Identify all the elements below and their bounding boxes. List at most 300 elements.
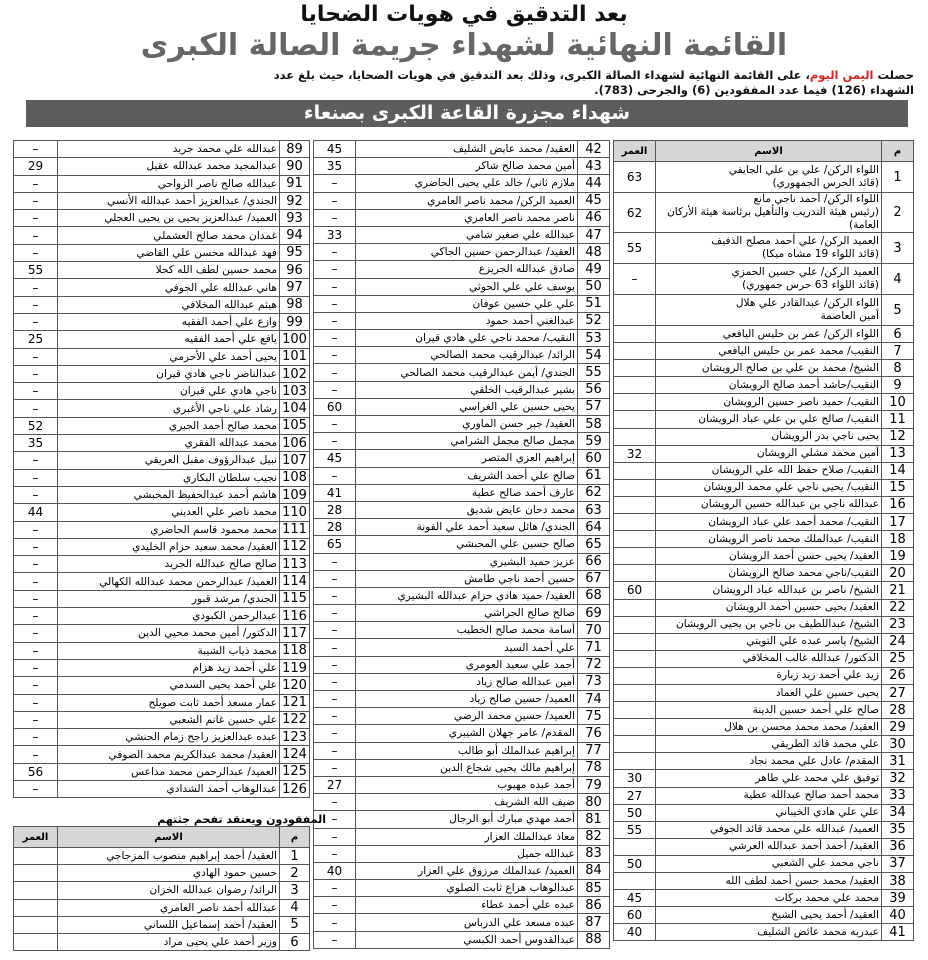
row-name bbox=[656, 736, 882, 753]
row-number: 52 bbox=[578, 312, 610, 329]
row-number: 71 bbox=[578, 639, 610, 656]
row-name: العقيد/ محمد سعيد حزام الخليدي bbox=[58, 538, 280, 555]
table-row bbox=[14, 608, 310, 625]
brand-logo: اليمن اليوم bbox=[809, 68, 874, 82]
table-row bbox=[14, 469, 310, 486]
row-name: محمد حسين لطف الله كحلا bbox=[58, 262, 280, 279]
row-name: هاني عبدالله علي الجوفي bbox=[58, 279, 280, 296]
table-row bbox=[614, 531, 914, 548]
row-age: 50 bbox=[614, 855, 656, 872]
row-number: 67 bbox=[578, 570, 610, 587]
table-row bbox=[14, 435, 310, 452]
row-name bbox=[656, 411, 882, 428]
row-age: – bbox=[314, 725, 356, 742]
row-age: 33 bbox=[314, 226, 356, 243]
table-row bbox=[14, 141, 310, 158]
row-name: العقيد/ محمد عايض الشليف bbox=[356, 141, 578, 158]
row-age: – bbox=[14, 400, 58, 417]
row-age: 45 bbox=[314, 141, 356, 158]
row-age: 56 bbox=[14, 763, 58, 780]
table-row bbox=[14, 175, 310, 192]
row-name: محمد دحان عايض شديق bbox=[356, 501, 578, 518]
martyrs-table-3 bbox=[13, 140, 310, 798]
table-row bbox=[14, 659, 310, 676]
row-age: – bbox=[314, 880, 356, 897]
row-name bbox=[656, 924, 882, 941]
table-row bbox=[14, 210, 310, 227]
table-row bbox=[314, 776, 610, 793]
row-number: 43 bbox=[578, 158, 610, 175]
row-number: 96 bbox=[280, 262, 310, 279]
row-name: ضيف الله الشريف bbox=[356, 794, 578, 811]
row-age: – bbox=[314, 794, 356, 811]
name-line: العقيد/ محمد محمد محسن بن هلال bbox=[724, 720, 879, 733]
row-age: – bbox=[314, 381, 356, 398]
table-row bbox=[14, 916, 310, 933]
row-name: عمار مسعد أحمد ثابت صويلح bbox=[58, 694, 280, 711]
row-number: 50 bbox=[578, 278, 610, 295]
row-age: – bbox=[314, 673, 356, 690]
row-age bbox=[614, 295, 656, 326]
row-number: 24 bbox=[882, 633, 914, 650]
row-age: – bbox=[314, 828, 356, 845]
missing-table bbox=[13, 826, 310, 951]
name-line: العقيد/ أحمد أحمد عبدالله العرشي bbox=[728, 840, 879, 853]
header-subtitle: بعد التدقيق في هويات الضحايا bbox=[300, 2, 628, 27]
row-number: 121 bbox=[280, 694, 310, 711]
name-line: ناجي محمد علي الشعبي bbox=[771, 857, 879, 870]
row-number: 120 bbox=[280, 677, 310, 694]
row-age: – bbox=[14, 590, 58, 607]
row-number: 81 bbox=[578, 811, 610, 828]
table-row bbox=[614, 770, 914, 787]
table-row bbox=[314, 330, 610, 347]
row-age bbox=[614, 838, 656, 855]
row-name bbox=[656, 667, 882, 684]
row-number: 102 bbox=[280, 365, 310, 382]
intro-text: حصلت اليمن اليوم، على القائمة النهائية لشهداء الصالة الكبرى، وذلك بعد التدقيق في هويات الضحايا، حيث بلغ عدد الشهداء (126) فيما عدد المفقودين (6) والجرحى (783). bbox=[273, 68, 914, 97]
row-age: 62 bbox=[614, 193, 656, 233]
row-name: عبدالقدوس أحمد الكبسي bbox=[356, 931, 578, 948]
row-name: حسين حمود الهادي bbox=[58, 865, 280, 882]
row-name: العقيد/ عبدالرحمن حسين الجاكي bbox=[356, 244, 578, 261]
table-row bbox=[614, 514, 914, 531]
row-age: – bbox=[14, 573, 58, 590]
table-row bbox=[314, 587, 610, 604]
row-number: 94 bbox=[280, 227, 310, 244]
row-number: 58 bbox=[578, 416, 610, 433]
row-age: 65 bbox=[314, 536, 356, 553]
row-number: 76 bbox=[578, 725, 610, 742]
table-row bbox=[614, 582, 914, 599]
table-row bbox=[614, 193, 914, 233]
row-age: – bbox=[14, 729, 58, 746]
name-line: الشيخ/ محمد بن علي بن صالح الرويشان bbox=[701, 361, 879, 374]
table-row bbox=[314, 141, 610, 158]
row-name: العميد/ عبدالملك مرزوق علي العزار bbox=[356, 862, 578, 879]
row-name bbox=[656, 821, 882, 838]
col-age-header: العمر bbox=[614, 141, 656, 162]
row-number: 125 bbox=[280, 763, 310, 780]
row-age: 28 bbox=[314, 519, 356, 536]
name-line: (قائد اللواء 19 مشاه ميكا) bbox=[762, 248, 879, 260]
row-number: 13 bbox=[882, 445, 914, 462]
row-name: نجيب سلطان البكاري bbox=[58, 469, 280, 486]
row-age: 35 bbox=[314, 158, 356, 175]
name-line: يحيى ناجي بدر الرويشان bbox=[771, 430, 879, 443]
row-number: 2 bbox=[882, 193, 914, 233]
row-name bbox=[656, 616, 882, 633]
table-row bbox=[14, 348, 310, 365]
row-number: 61 bbox=[578, 467, 610, 484]
row-name: عبدالوهاب أحمد الشدادي bbox=[58, 780, 280, 797]
name-line: العقيد/ أحمد يحيى الشيخ bbox=[771, 908, 879, 921]
table-row bbox=[14, 158, 310, 175]
table-row bbox=[314, 278, 610, 295]
row-number: 3 bbox=[882, 233, 914, 264]
table-row bbox=[614, 719, 914, 736]
row-number: 82 bbox=[578, 828, 610, 845]
name-line: (رئيس هيئة التدريب والتأهيل برئاسة هيئة الأركان العامة) bbox=[666, 206, 879, 231]
row-name: علي أحمد السيد bbox=[356, 639, 578, 656]
col-num-header: م bbox=[882, 141, 914, 162]
name-line: الشيخ/ ناصر بن عبدالله عباد الرويشان bbox=[712, 583, 879, 596]
name-line: النقيب/ صالح علي بن علي عباد الرويشان bbox=[698, 413, 879, 426]
row-age: – bbox=[14, 175, 58, 192]
row-age: 40 bbox=[614, 924, 656, 941]
row-name bbox=[656, 684, 882, 701]
row-name: أحمد علي سعيد العومري bbox=[356, 656, 578, 673]
table-row bbox=[614, 479, 914, 496]
row-name bbox=[656, 633, 882, 650]
row-age: 45 bbox=[314, 450, 356, 467]
table-row bbox=[314, 708, 610, 725]
table-row bbox=[14, 452, 310, 469]
row-age: – bbox=[14, 141, 58, 158]
row-name bbox=[656, 838, 882, 855]
row-number: 91 bbox=[280, 175, 310, 192]
name-line: اللواء الركن/ عبدالقادر علي هلال bbox=[735, 297, 879, 309]
row-name: معاذ عبدالملك العزار bbox=[356, 828, 578, 845]
row-number: 41 bbox=[882, 924, 914, 941]
row-number: 88 bbox=[578, 931, 610, 948]
martyrs-table-1 bbox=[613, 140, 914, 941]
row-age: – bbox=[314, 931, 356, 948]
row-number: 85 bbox=[578, 880, 610, 897]
table-row bbox=[314, 158, 610, 175]
row-age bbox=[614, 616, 656, 633]
name-line: النقيب/حاشد أحمد صالح الرويشان bbox=[728, 378, 879, 391]
table-row bbox=[614, 394, 914, 411]
section-banner: شهداء مجزرة القاعة الكبرى بصنعاء bbox=[26, 100, 908, 127]
row-number: 56 bbox=[578, 381, 610, 398]
row-name: عبدالله علي محمد جريد bbox=[58, 141, 280, 158]
row-name: عبده علي أحمد عطاء bbox=[356, 897, 578, 914]
table-row bbox=[14, 227, 310, 244]
row-number: 37 bbox=[882, 855, 914, 872]
row-age: 32 bbox=[614, 445, 656, 462]
row-number: 60 bbox=[578, 450, 610, 467]
row-name bbox=[656, 599, 882, 616]
row-number: 2 bbox=[280, 865, 310, 882]
row-name bbox=[656, 855, 882, 872]
row-age: – bbox=[14, 746, 58, 763]
row-number: 16 bbox=[882, 496, 914, 513]
table-row bbox=[14, 729, 310, 746]
row-number: 78 bbox=[578, 759, 610, 776]
row-number: 5 bbox=[280, 916, 310, 933]
name-line: توفيق علي محمد علي طاهر bbox=[755, 771, 879, 784]
table-row bbox=[614, 753, 914, 770]
row-age: – bbox=[314, 587, 356, 604]
table-row bbox=[314, 381, 610, 398]
table-row bbox=[614, 360, 914, 377]
row-age: 63 bbox=[614, 162, 656, 193]
table-row bbox=[314, 673, 610, 690]
table-row bbox=[314, 226, 610, 243]
table-row bbox=[314, 192, 610, 209]
table-row bbox=[614, 907, 914, 924]
row-number: 26 bbox=[882, 667, 914, 684]
name-line: اللواء الركن/ علي بن علي الجايفي bbox=[728, 164, 879, 176]
table-row bbox=[14, 400, 310, 417]
table-row bbox=[314, 416, 610, 433]
row-age: – bbox=[314, 312, 356, 329]
martyrs-table-2 bbox=[313, 140, 610, 949]
row-name: العميد/ عبدالعزيز يحيى بن يحيى العجلي bbox=[58, 210, 280, 227]
row-name: العميد/ عبدالرحمن محمد مداعس bbox=[58, 763, 280, 780]
row-number: 98 bbox=[280, 296, 310, 313]
row-name: فهد عبدالله محسن علي القاضي bbox=[58, 244, 280, 261]
row-name: محمد صالح أحمد الجبري bbox=[58, 417, 280, 434]
row-number: 4 bbox=[882, 264, 914, 295]
row-number: 118 bbox=[280, 642, 310, 659]
row-name bbox=[656, 233, 882, 264]
row-number: 109 bbox=[280, 486, 310, 503]
row-age bbox=[614, 719, 656, 736]
row-number: 83 bbox=[578, 845, 610, 862]
table-row bbox=[314, 433, 610, 450]
row-number: 73 bbox=[578, 673, 610, 690]
table-row bbox=[314, 364, 610, 381]
table-row bbox=[14, 677, 310, 694]
row-number: 4 bbox=[280, 899, 310, 916]
row-number: 40 bbox=[882, 907, 914, 924]
name-line: العقيد/ يحيى حسن أحمد الرويشان bbox=[728, 549, 879, 562]
row-age: – bbox=[314, 433, 356, 450]
row-age: – bbox=[14, 192, 58, 209]
row-name: ناجي هادي علي قيران bbox=[58, 383, 280, 400]
table-row bbox=[314, 347, 610, 364]
row-age: – bbox=[14, 711, 58, 728]
row-age: 28 bbox=[314, 501, 356, 518]
table-row bbox=[614, 924, 914, 941]
table-row bbox=[314, 897, 610, 914]
row-name: صالح حسين علي المحبشي bbox=[356, 536, 578, 553]
table-row bbox=[614, 873, 914, 890]
row-age: – bbox=[14, 642, 58, 659]
table-row bbox=[314, 519, 610, 536]
table-row bbox=[614, 233, 914, 264]
table-row bbox=[614, 821, 914, 838]
name-line: العقيد/ يحيى حسين أحمد الرويشان bbox=[725, 601, 879, 614]
row-age: – bbox=[314, 175, 356, 192]
table-row bbox=[314, 295, 610, 312]
table-row bbox=[614, 326, 914, 343]
row-age bbox=[614, 599, 656, 616]
row-age bbox=[614, 736, 656, 753]
name-line: النقيب/ حميد ناصر حسين الرويشان bbox=[723, 395, 879, 408]
row-name bbox=[656, 394, 882, 411]
row-number: 122 bbox=[280, 711, 310, 728]
row-name: عبدالله أحمد ناصر العامري bbox=[58, 899, 280, 916]
row-number: 95 bbox=[280, 244, 310, 261]
row-number: 89 bbox=[280, 141, 310, 158]
row-number: 101 bbox=[280, 348, 310, 365]
table-row bbox=[14, 711, 310, 728]
table-row bbox=[14, 383, 310, 400]
row-age: 29 bbox=[14, 158, 58, 175]
table-row bbox=[614, 377, 914, 394]
name-line: النقيب/ناجي محمد صالح الرويشان bbox=[728, 566, 879, 579]
row-number: 110 bbox=[280, 504, 310, 521]
row-age: – bbox=[614, 264, 656, 295]
row-age bbox=[614, 377, 656, 394]
row-number: 10 bbox=[882, 394, 914, 411]
row-number: 108 bbox=[280, 469, 310, 486]
table-row bbox=[614, 838, 914, 855]
row-age: – bbox=[314, 656, 356, 673]
table-row bbox=[14, 625, 310, 642]
row-age: 60 bbox=[614, 907, 656, 924]
row-age bbox=[614, 873, 656, 890]
row-number: 92 bbox=[280, 192, 310, 209]
table-row bbox=[614, 650, 914, 667]
row-number: 75 bbox=[578, 708, 610, 725]
table-row bbox=[14, 694, 310, 711]
row-age bbox=[614, 667, 656, 684]
row-name: الجندي/ مرشد قبور bbox=[58, 590, 280, 607]
row-name: صادق عبدالله الجريزع bbox=[356, 261, 578, 278]
table-row bbox=[614, 633, 914, 650]
table-row bbox=[14, 244, 310, 261]
row-name bbox=[656, 873, 882, 890]
row-age bbox=[614, 496, 656, 513]
row-number: 34 bbox=[882, 804, 914, 821]
row-name: وزير أحمد علي يحيى مراد bbox=[58, 933, 280, 950]
row-age: 44 bbox=[14, 504, 58, 521]
row-age: – bbox=[314, 209, 356, 226]
row-age: – bbox=[314, 914, 356, 931]
row-age: – bbox=[14, 486, 58, 503]
row-number: 68 bbox=[578, 587, 610, 604]
row-age: – bbox=[314, 192, 356, 209]
name-line: الشيخ/ عبداللطيف بن ناجي بن يحيى الرويشان bbox=[676, 618, 879, 631]
row-age: – bbox=[314, 691, 356, 708]
name-line: علي محمد قائد الطريقي bbox=[771, 737, 879, 750]
row-age: – bbox=[314, 845, 356, 862]
row-age: 50 bbox=[614, 804, 656, 821]
row-number: 20 bbox=[882, 565, 914, 582]
row-age: – bbox=[14, 608, 58, 625]
intro-prefix: حصلت bbox=[877, 68, 914, 82]
table-row bbox=[314, 501, 610, 518]
row-name bbox=[656, 343, 882, 360]
table-row bbox=[314, 639, 610, 656]
row-age: – bbox=[14, 227, 58, 244]
row-number: 19 bbox=[882, 548, 914, 565]
row-number: 47 bbox=[578, 226, 610, 243]
row-age bbox=[614, 650, 656, 667]
row-number: 62 bbox=[578, 484, 610, 501]
table-row bbox=[614, 565, 914, 582]
name-line: عبدالله ناجي بن عبدالله حسين الرويشان bbox=[700, 498, 879, 511]
row-age bbox=[614, 633, 656, 650]
row-name: العميد/ عبدالرحمن محمد عبدالله الكهالي bbox=[58, 573, 280, 590]
table-row bbox=[614, 445, 914, 462]
row-age: 45 bbox=[614, 890, 656, 907]
row-age: – bbox=[14, 625, 58, 642]
table-row bbox=[14, 262, 310, 279]
row-name: عبدالناصر ناجي هادي قيران bbox=[58, 365, 280, 382]
row-number: 1 bbox=[882, 162, 914, 193]
row-number: 64 bbox=[578, 519, 610, 536]
row-age: – bbox=[14, 538, 58, 555]
row-number: 66 bbox=[578, 553, 610, 570]
table-row bbox=[14, 899, 310, 916]
row-number: 31 bbox=[882, 753, 914, 770]
row-number: 123 bbox=[280, 729, 310, 746]
row-age: – bbox=[14, 556, 58, 573]
row-name: يحيى أحمد علي الأحرمي bbox=[58, 348, 280, 365]
row-number: 11 bbox=[882, 411, 914, 428]
row-number: 119 bbox=[280, 659, 310, 676]
row-age: – bbox=[14, 348, 58, 365]
row-name: بشير عبدالرقيب الخلقي bbox=[356, 381, 578, 398]
row-number: 63 bbox=[578, 501, 610, 518]
table-row bbox=[314, 570, 610, 587]
row-name bbox=[656, 360, 882, 377]
row-number: 29 bbox=[882, 719, 914, 736]
table-row bbox=[614, 295, 914, 326]
row-name bbox=[656, 719, 882, 736]
row-name: أسامة محمد صالح الخطيب bbox=[356, 622, 578, 639]
row-number: 84 bbox=[578, 862, 610, 879]
row-name: العقيد/ حميد هادي حزام عبدالله البشيري bbox=[356, 587, 578, 604]
row-age: – bbox=[314, 244, 356, 261]
table-row bbox=[314, 622, 610, 639]
table-row bbox=[14, 882, 310, 899]
table-row bbox=[14, 865, 310, 882]
name-line: يحيى حسين علي العماد bbox=[775, 686, 879, 699]
row-age: – bbox=[14, 469, 58, 486]
row-name: صالح صالح الجراشي bbox=[356, 605, 578, 622]
row-number: 45 bbox=[578, 192, 610, 209]
table-row bbox=[14, 486, 310, 503]
missing-col-name-header: الاسم bbox=[58, 827, 280, 848]
row-number: 42 bbox=[578, 141, 610, 158]
row-name: غمدان محمد صالح العشملي bbox=[58, 227, 280, 244]
row-name bbox=[656, 531, 882, 548]
row-age bbox=[614, 326, 656, 343]
header-title: القائمة النهائية لشهداء جريمة الصالة الكبرى bbox=[140, 28, 788, 63]
row-age: 55 bbox=[614, 233, 656, 264]
row-name: علي علي حسين عوفان bbox=[356, 295, 578, 312]
row-name: يوسف علي علي الحوثي bbox=[356, 278, 578, 295]
row-age: – bbox=[314, 759, 356, 776]
row-age bbox=[614, 394, 656, 411]
row-number: 28 bbox=[882, 702, 914, 719]
